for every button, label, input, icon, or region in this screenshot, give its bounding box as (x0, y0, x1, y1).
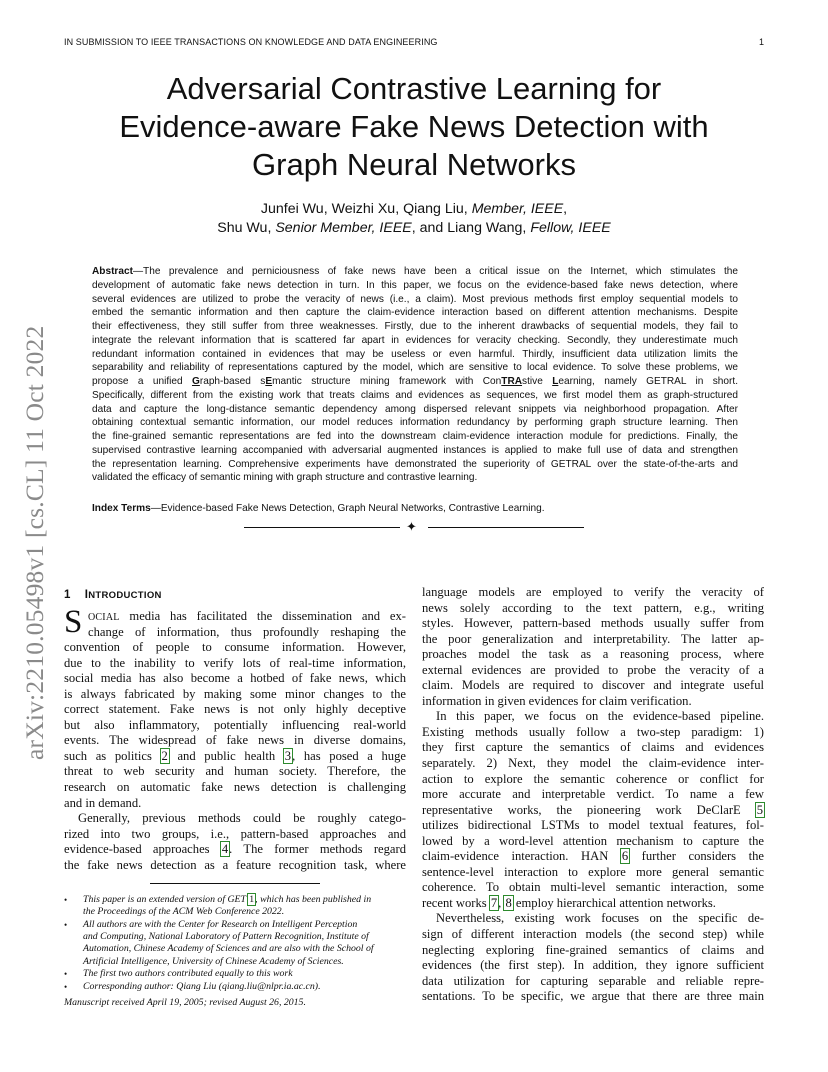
acronym-letter: L (552, 376, 559, 387)
index-terms-text: —Evidence-based Fake News Detection, Graph Neural Networks, Contrastive Learning. (150, 503, 545, 514)
acronym-letter: TRA (501, 376, 523, 387)
body-line: research on automatic fake news detection is challenging (64, 780, 406, 795)
footnote-line: Artificial Intelligence, University of Chinese Academy of Sciences. (83, 955, 344, 967)
footnote-item (64, 919, 406, 968)
body-line: language models are employed to verify the veracity of (422, 585, 764, 599)
body-text: recent works (422, 895, 490, 910)
body-line: threat to web security and human society. Therefore, the (64, 764, 406, 779)
body-text: further considers the (629, 849, 764, 864)
paper-title (80, 70, 748, 184)
body-line: convention of people to consume information. However, (64, 640, 406, 655)
bullet-icon: • (64, 969, 68, 980)
footnote-line: and Computing, National Laboratory of Pattern Recognition, Institute of (83, 931, 369, 943)
abstract-text: earning, namely GETRAL in short. (558, 376, 739, 387)
footnote-line: All authors are with the Center for Research on Intelligent Perception (83, 918, 358, 930)
body-line: In this paper, we focus on the evidence-based pipeline. (436, 709, 764, 724)
abstract-line: development of automatic fake news detection in turn. In this paper, we focus on the evidence-based fake news detection, where (92, 279, 738, 291)
abstract (92, 265, 738, 485)
body-line: sentations. To be specific, we argue that there are three main (422, 989, 764, 1004)
body-line (422, 896, 764, 912)
body-text: representative works, the pioneering work DeClarE (422, 802, 756, 817)
abstract-text: propose a unified (92, 376, 192, 387)
body-text: employ hierarchical attention networks. (512, 895, 716, 910)
divider-star-icon: ✦ (406, 519, 417, 534)
body-line: styles. However, pattern-based methods usually suffer from (422, 616, 764, 631)
manuscript-note: Manuscript received April 19, 2005; revised August 26, 2015. (64, 997, 306, 1008)
abstract-text: raph-based s (199, 376, 266, 387)
body-line: utilizes bidirectional LSTMs to model textual features, fol- (422, 818, 764, 833)
citation-link[interactable]: 8 (505, 895, 512, 910)
author-line (80, 200, 748, 219)
body-text: , (498, 895, 505, 910)
body-line: coherence. To obtain multi-level semantic interaction, some (422, 880, 764, 895)
bullet-icon: • (64, 981, 68, 992)
bullet-icon: • (64, 895, 68, 905)
author-names: Shu Wu, (217, 220, 276, 236)
abstract-line: obtaining contextual semantic information, our model reduces information redundancy by performing graph structure learning. Then (92, 417, 738, 429)
body-line: sign of different interaction models (the second step) while (422, 927, 764, 942)
footnote-text: , which has been published in (255, 894, 372, 905)
author-punct: , (563, 201, 568, 217)
body-text: , has posed a huge (292, 748, 406, 763)
body-line: news solely according to the text pattern, e.g., writing (422, 600, 764, 615)
divider-rule-left (244, 527, 400, 528)
body-line: evidences (the first step). In addition, they ignore sufficient (422, 958, 764, 973)
index-terms-label: Index Terms (92, 503, 151, 514)
citation-link[interactable]: 3 (284, 748, 292, 763)
body-text: media has facilitated the dissemination and ex- (119, 609, 406, 623)
body-text: claim-evidence interaction. HAN (422, 849, 621, 864)
footnote-line (83, 894, 406, 906)
index-terms (92, 503, 545, 514)
body-line: change of information, thus profoundly reshaping the (88, 624, 406, 639)
body-line: due to the inability to verify lots of real-time information, (64, 655, 406, 670)
bullet-icon: • (64, 919, 68, 930)
footnote-line: Corresponding author: Qiang Liu (qiang.liu@nlpr.ia.ac.cn). (83, 980, 321, 992)
abstract-line: data and capture the long-distance semantic dependency among dispersed relevant snippets via neighborhood propagation. After (92, 403, 738, 415)
author-role: Fellow, IEEE (530, 220, 611, 236)
section-title-initial: I (84, 589, 89, 601)
right-column (422, 585, 764, 1005)
abstract-line: supervised contrastive learning accompanied with adversarial augmented instances is applied to make full use of data and strengthen (92, 444, 738, 456)
abstract-line: embed the semantic information and then capture the claim-evidence interaction based on different attention mechanisms. Despite (92, 307, 738, 319)
acronym-letter: G (191, 376, 200, 387)
acronym-letter: E (265, 376, 273, 387)
abstract-label: Abstract (92, 266, 133, 277)
running-head: IN SUBMISSION TO IEEE TRANSACTIONS ON KNOWLEDGE AND DATA ENGINEERING (64, 37, 438, 47)
body-line: Existing methods usually follow a two-step paradigm: 1) (422, 724, 764, 739)
citation-link[interactable]: 7 (490, 895, 498, 910)
body-line: they first capture the semantics of claims and evidences (422, 740, 764, 755)
abstract-line: validated the efficacy of semantic mining with graph structure and contrastive learning. (92, 472, 478, 484)
body-line: action to explore the semantic coherence or conflict for (422, 771, 764, 786)
body-line: events. The widespread of fake news in diverse domains, (64, 733, 406, 748)
abstract-line (92, 265, 738, 279)
abstract-line: the fine-grained semantic representations are fed into the downstream claim-evidence interaction module for predictions. Finally, the (92, 431, 738, 442)
section-heading (64, 589, 162, 601)
body-line: more accurate and interpretable verdict. To name a few (422, 787, 764, 802)
footnote-line: The first two authors contributed equally to this work (83, 968, 293, 980)
footnotes (64, 894, 406, 994)
body-line (64, 842, 406, 858)
footnote-item (64, 981, 406, 993)
body-line: social media has also become a hotbed of fake news, which (64, 671, 406, 686)
footnote-line: the Proceedings of the ACM Web Conference 2022. (83, 906, 285, 918)
abstract-text: mantic structure mining framework with Con (272, 376, 502, 387)
abstract-line: the representation learning. Comprehensive experiments have demonstrated the superiority of GETRAL over the state-of-the-arts and (92, 458, 738, 470)
arxiv-stamp[interactable]: arXiv:2210.05498v1 [cs.CL] 11 Oct 2022 (20, 325, 49, 760)
citation-link[interactable]: 1 (249, 894, 255, 905)
body-line: data utilization for capturing separable and reliable repre- (422, 973, 764, 988)
author-line (80, 219, 748, 238)
body-line: rized into two groups, i.e., pattern-based approaches and (64, 826, 406, 841)
citation-link[interactable]: 4 (221, 842, 229, 857)
author-role: Senior Member, IEEE (275, 220, 412, 236)
footnote-item (64, 894, 406, 918)
body-line (422, 849, 764, 865)
author-role: Member, IEEE (471, 201, 564, 217)
body-text: and public health (168, 748, 284, 763)
author-names: , and Liang Wang, (411, 220, 531, 236)
abstract-line: Specifically, different from the existing work that treats claims and evidences as sequences, we first model them as graph-structured (92, 389, 738, 401)
left-column (64, 609, 406, 873)
body-line (422, 803, 764, 819)
body-line: the poor generalization and interpretability. The latter ap- (422, 631, 764, 646)
abstract-line: integrate the relevant information that is scattered far apart in evidences for veracity checking. Secondly, they underestimate much (92, 334, 738, 346)
body-line (64, 749, 406, 765)
citation-link[interactable]: 6 (621, 849, 629, 864)
footnote-rule (150, 883, 320, 884)
section-title-rest: NTRODUCTION (88, 590, 162, 601)
body-line: is always fabricated by making some minor changes to the (64, 686, 406, 701)
footnote-text: This paper is an extended version of GET (83, 894, 249, 905)
body-text: . The former methods regard (229, 842, 406, 857)
author-list (80, 200, 748, 238)
body-line: sentence-level interaction to explore more general semantic (422, 864, 764, 879)
drop-cap: S (64, 604, 83, 640)
body-line: proaches model the task as a reasoning process, where (422, 647, 764, 662)
body-line: lowed by a word-level attention mechanism to capture the (422, 833, 764, 848)
title-line: Evidence-aware Fake News Detection with (119, 109, 709, 144)
page-number: 1 (758, 37, 764, 47)
title-line: Graph Neural Networks (252, 147, 576, 182)
citation-link[interactable]: 2 (161, 748, 168, 763)
body-line: claim. Models are required to discover and integrate useful (422, 678, 764, 693)
body-line: separately. 2) Next, they model the claim-evidence inter- (422, 756, 764, 771)
divider-rule-right (428, 527, 584, 528)
citation-link[interactable]: 5 (756, 802, 763, 817)
abstract-line: several evidences are utilized to probe the veracity of news (i.e., a claim). Most previous methods first employ sequential models to (92, 293, 738, 305)
smallcaps-word: OCIAL (88, 612, 120, 623)
abstract-text: —The prevalence and perniciousness of fake news have been a critical issue on the Internet, which stimulates the (132, 266, 738, 277)
body-line: correct statement. Fake news is not only highly deceptive (64, 702, 406, 717)
body-text: such as politics (64, 748, 161, 763)
footnote-line: Automation, Chinese Academy of Sciences and are also with the School of (83, 943, 374, 955)
body-line: the fake news detection as a feature recognition task, where (64, 857, 406, 872)
body-line (64, 609, 406, 625)
abstract-line: redundant information contained in evidences that may be useless or even harmful. Thirdly, insufficient data utilization limits the (92, 348, 738, 360)
body-line: but also inflammatory, potentially influencing real-world (64, 717, 406, 732)
body-line: Nevertheless, existing work focuses on the specific de- (436, 911, 764, 926)
body-line: information in given evidences for claim verification. (422, 693, 692, 708)
section-number: 1 (64, 589, 71, 601)
abstract-text: stive (522, 376, 553, 387)
body-line: neglecting exploring fine-grained semantics of claims and (422, 942, 764, 957)
abstract-line: their effectiveness, they still suffer from three weaknesses. Firstly, due to the inherent drawbacks of sequential models, they fail to (92, 321, 738, 332)
section-divider (244, 520, 584, 534)
body-line: and in demand. (64, 795, 142, 810)
abstract-line: separability and reliability of representations captured by the model, which are sensitive to local evidence. To solve these problems, we (92, 362, 738, 374)
body-line: external evidences are provided to probe the veracity of a (422, 662, 764, 677)
body-text: evidence-based approaches (64, 842, 221, 857)
abstract-line (92, 375, 738, 389)
body-line: Generally, previous methods could be roughly catego- (78, 811, 406, 826)
author-names: Junfei Wu, Weizhi Xu, Qiang Liu, (260, 201, 472, 217)
title-line: Adversarial Contrastive Learning for (166, 71, 662, 106)
footnote-item (64, 968, 406, 980)
